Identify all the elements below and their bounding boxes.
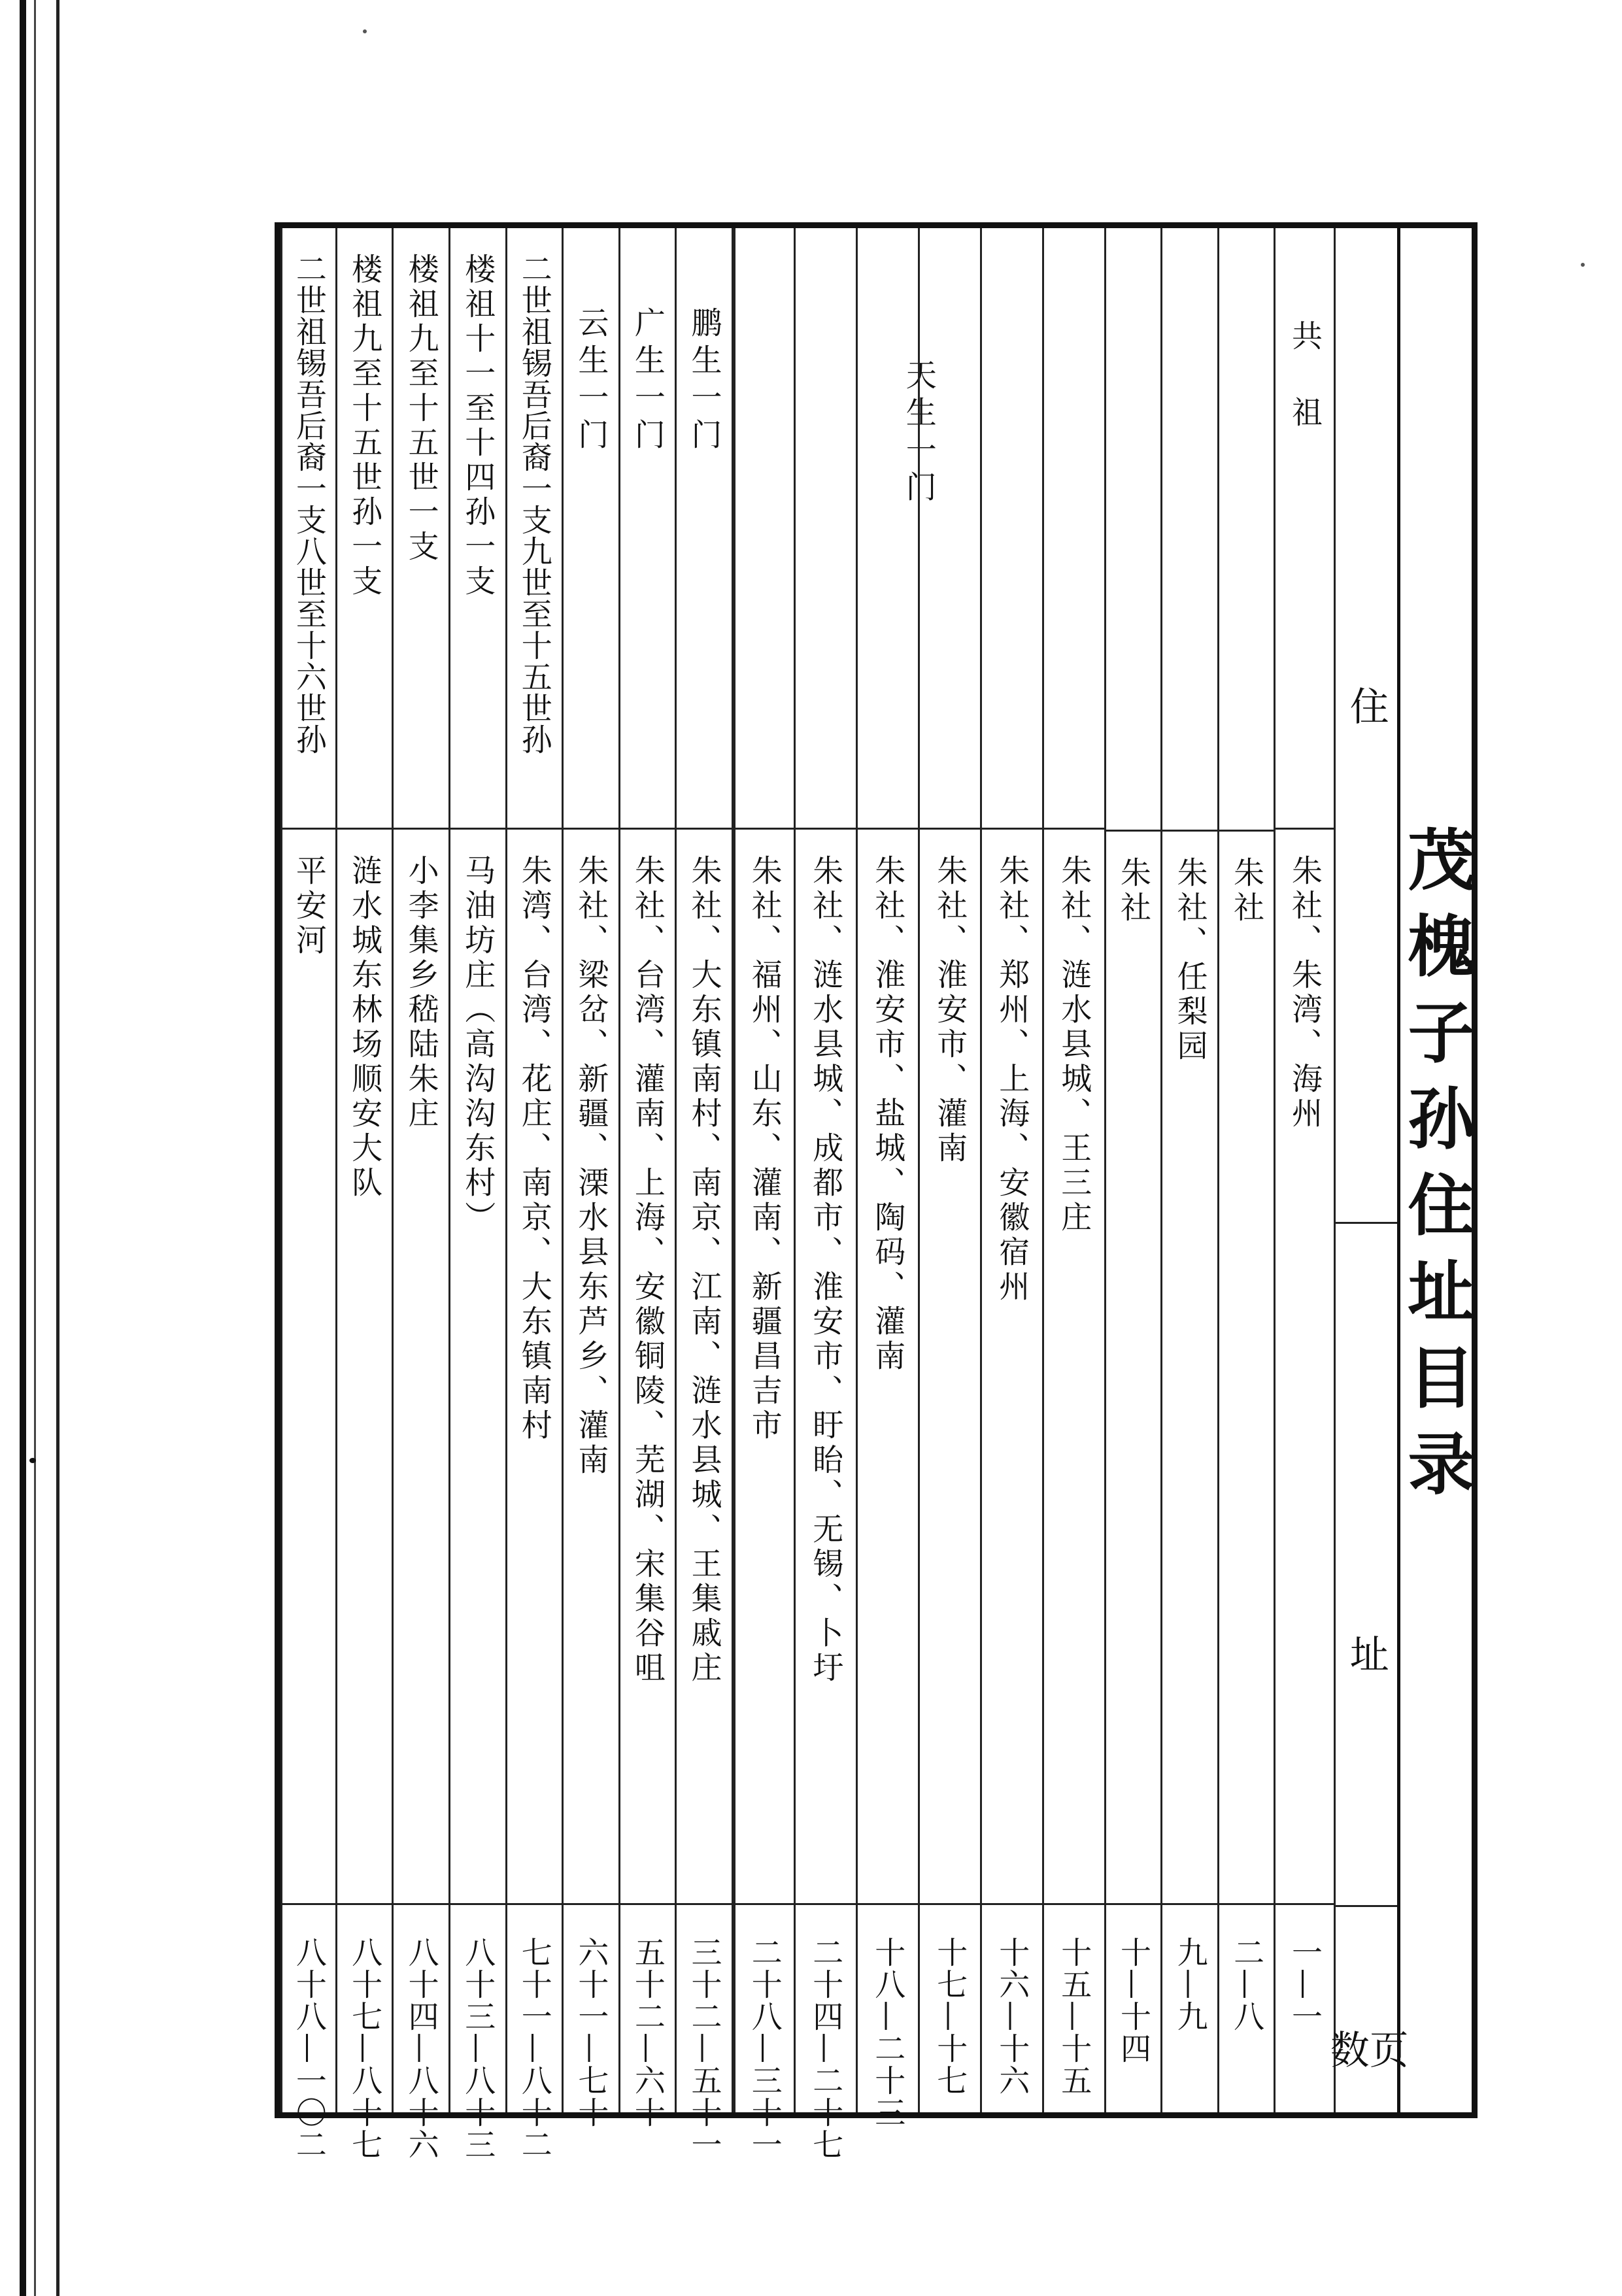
page-cell	[677, 1905, 732, 2161]
page-range: 二十四—二十七	[807, 1936, 844, 2161]
address-cell	[796, 830, 856, 1905]
page-cell	[1162, 1905, 1217, 2112]
address-cell	[982, 830, 1042, 1905]
page-range: 十六—十六	[994, 1936, 1030, 2097]
address-text: 朱社	[1228, 856, 1265, 926]
name-cell	[620, 228, 675, 830]
scan-speck	[363, 29, 367, 33]
address-text: 朱社	[1115, 856, 1152, 926]
branch-name: 广生一门	[629, 307, 666, 456]
page-range: 七十一—八十二	[516, 1936, 552, 2161]
address-text: 朱社、淮安市、盐城、陶码、灌南	[870, 854, 906, 1374]
name-cell	[394, 228, 448, 830]
page-range: 八十三—八十三	[460, 1936, 496, 2161]
table-row	[280, 228, 335, 2161]
page-range: 十八—二十三	[870, 1936, 906, 2129]
branch-name: 鹏生一门	[686, 307, 722, 456]
scan-speck	[29, 1458, 36, 1463]
address-cell	[1276, 830, 1333, 1905]
address-cell	[735, 830, 794, 1905]
address-cell	[564, 830, 618, 1905]
address-cell	[858, 830, 918, 1905]
branch-name: 二世祖锡吾后裔一支九世至十五世孙	[516, 253, 552, 755]
binding-edge-inner	[56, 0, 59, 2296]
address-text: 朱社、台湾、灌南、上海、安徽铜陵、芜湖、宋集谷咀	[629, 854, 666, 1686]
address-cell	[920, 830, 980, 1905]
address-cell	[677, 830, 732, 1905]
address-cell	[1044, 830, 1104, 1905]
table-row	[1042, 228, 1104, 2112]
header-column	[1323, 228, 1409, 2112]
page-cell	[982, 1905, 1042, 2112]
address-text: 朱社、大东镇南村、南京、江南、涟水县城、王集戚庄	[686, 854, 722, 1686]
name-cell	[1276, 228, 1333, 830]
address-text: 朱社、涟水县城、王三庄	[1056, 854, 1092, 1236]
table-row	[562, 228, 618, 2129]
page-cell	[337, 1905, 392, 2161]
page-range: 十五—十五	[1056, 1936, 1092, 2097]
name-cell	[564, 228, 618, 830]
page-cell	[796, 1905, 856, 2161]
page-cell	[920, 1905, 980, 2112]
address-text: 朱社、梁岔、新疆、溧水县东芦乡、灌南	[573, 854, 609, 1478]
table-row	[1274, 228, 1333, 2112]
name-cell	[282, 228, 335, 830]
page-cell	[735, 1905, 794, 2161]
address-cell	[1219, 830, 1274, 1905]
table-row	[1104, 228, 1161, 2112]
address-text: 涟水城东林场顺安大队	[346, 854, 383, 1201]
table-row	[335, 228, 392, 2161]
page-cell	[507, 1905, 562, 2161]
header-residence: 住	[1343, 686, 1389, 725]
table-row	[448, 228, 505, 2161]
page-cell	[620, 1905, 675, 2129]
table-row	[392, 228, 448, 2161]
address-cell	[507, 830, 562, 1905]
page-title: 茂槐子孙住址目录	[1396, 825, 1476, 1515]
branch-name: 楼祖十一至十四孙一支	[460, 253, 496, 599]
table-row	[980, 228, 1042, 2112]
header-pages: 页数	[1323, 2029, 1409, 2108]
page-range: 八十四—八十六	[403, 1936, 439, 2161]
page-range: 十七—十七	[932, 1936, 968, 2097]
address-text: 平安河	[290, 854, 327, 958]
page-range: 二—八	[1228, 1936, 1265, 2033]
table-row	[734, 228, 794, 2161]
branch-name: 共祖	[1286, 320, 1323, 473]
page-cell	[394, 1905, 448, 2161]
page-cell	[1219, 1905, 1274, 2112]
name-cell	[337, 228, 392, 830]
page-range: 八十八—一〇二	[290, 1936, 327, 2161]
table-row	[794, 228, 856, 2161]
page-range: 五十二—六十	[629, 1936, 666, 2129]
table-row	[856, 228, 918, 2129]
branch-name: 天生一门	[900, 359, 937, 508]
address-cell	[394, 830, 448, 1905]
page-cell	[450, 1905, 505, 2161]
page-range: 六十一—七十	[573, 1936, 609, 2129]
branch-name: 楼祖九至十五世孙一支	[346, 253, 383, 599]
branch-name: 云生一门	[573, 307, 609, 456]
address-text: 小李集乡嵇陆朱庄	[403, 854, 439, 1132]
address-cell	[620, 830, 675, 1905]
address-cell	[450, 830, 505, 1905]
address-cell	[1106, 830, 1161, 1905]
name-cell	[677, 228, 732, 830]
address-text: 朱社、任梨园	[1172, 856, 1208, 1064]
page-cell	[1106, 1905, 1161, 2112]
header-address: 址	[1343, 1634, 1389, 1673]
address-text: 朱社、郑州、上海、安徽宿州	[994, 854, 1030, 1305]
table-row	[1217, 228, 1274, 2112]
binding-edge	[20, 0, 26, 2296]
address-cell	[282, 830, 335, 1905]
binding-edge-thin	[34, 0, 36, 2296]
address-text: 朱社、福州、山东、灌南、新疆昌吉市	[746, 854, 783, 1443]
scan-speck	[1581, 263, 1585, 267]
page-cell	[1276, 1905, 1333, 2112]
branch-name: 楼祖九至十五世一支	[403, 253, 439, 565]
address-text: 朱湾、台湾、花庄、南京、大东镇南村	[516, 854, 552, 1443]
address-text: 朱社、朱湾、海州	[1286, 854, 1323, 1132]
page-range: 九—九	[1172, 1936, 1208, 2033]
page-range: 三十二—五十一	[686, 1936, 722, 2161]
page-range: 八十七—八十七	[346, 1936, 383, 2161]
address-text: 马油坊庄（高沟沟东村）	[460, 854, 496, 1236]
address-text: 朱社、涟水县城、成都市、淮安市、盱眙、无锡、卜圩	[807, 854, 844, 1686]
address-cell	[1162, 830, 1217, 1905]
name-cell	[507, 228, 562, 830]
address-cell	[337, 830, 392, 1905]
page-cell	[282, 1905, 335, 2161]
branch-name: 二世祖锡吾后裔一支八世至十六世孙	[290, 253, 327, 755]
table-row	[675, 228, 732, 2161]
directory-table	[275, 222, 1478, 2161]
address-text: 朱社、淮安市、灌南	[932, 854, 968, 1166]
branch-group-tiansheng	[732, 228, 1104, 2161]
page-cell	[1044, 1905, 1104, 2112]
page-cell	[564, 1905, 618, 2129]
page-range: 一—一	[1286, 1936, 1323, 2033]
page-range: 二十八—三十一	[746, 1936, 783, 2161]
title-column	[1396, 228, 1476, 2112]
table-row	[618, 228, 675, 2129]
name-cell	[450, 228, 505, 830]
page-range: 十—十四	[1115, 1936, 1152, 2065]
table-row	[918, 228, 980, 2112]
table-row	[1160, 228, 1217, 2112]
page-cell	[858, 1905, 918, 2129]
table-row	[505, 228, 562, 2161]
